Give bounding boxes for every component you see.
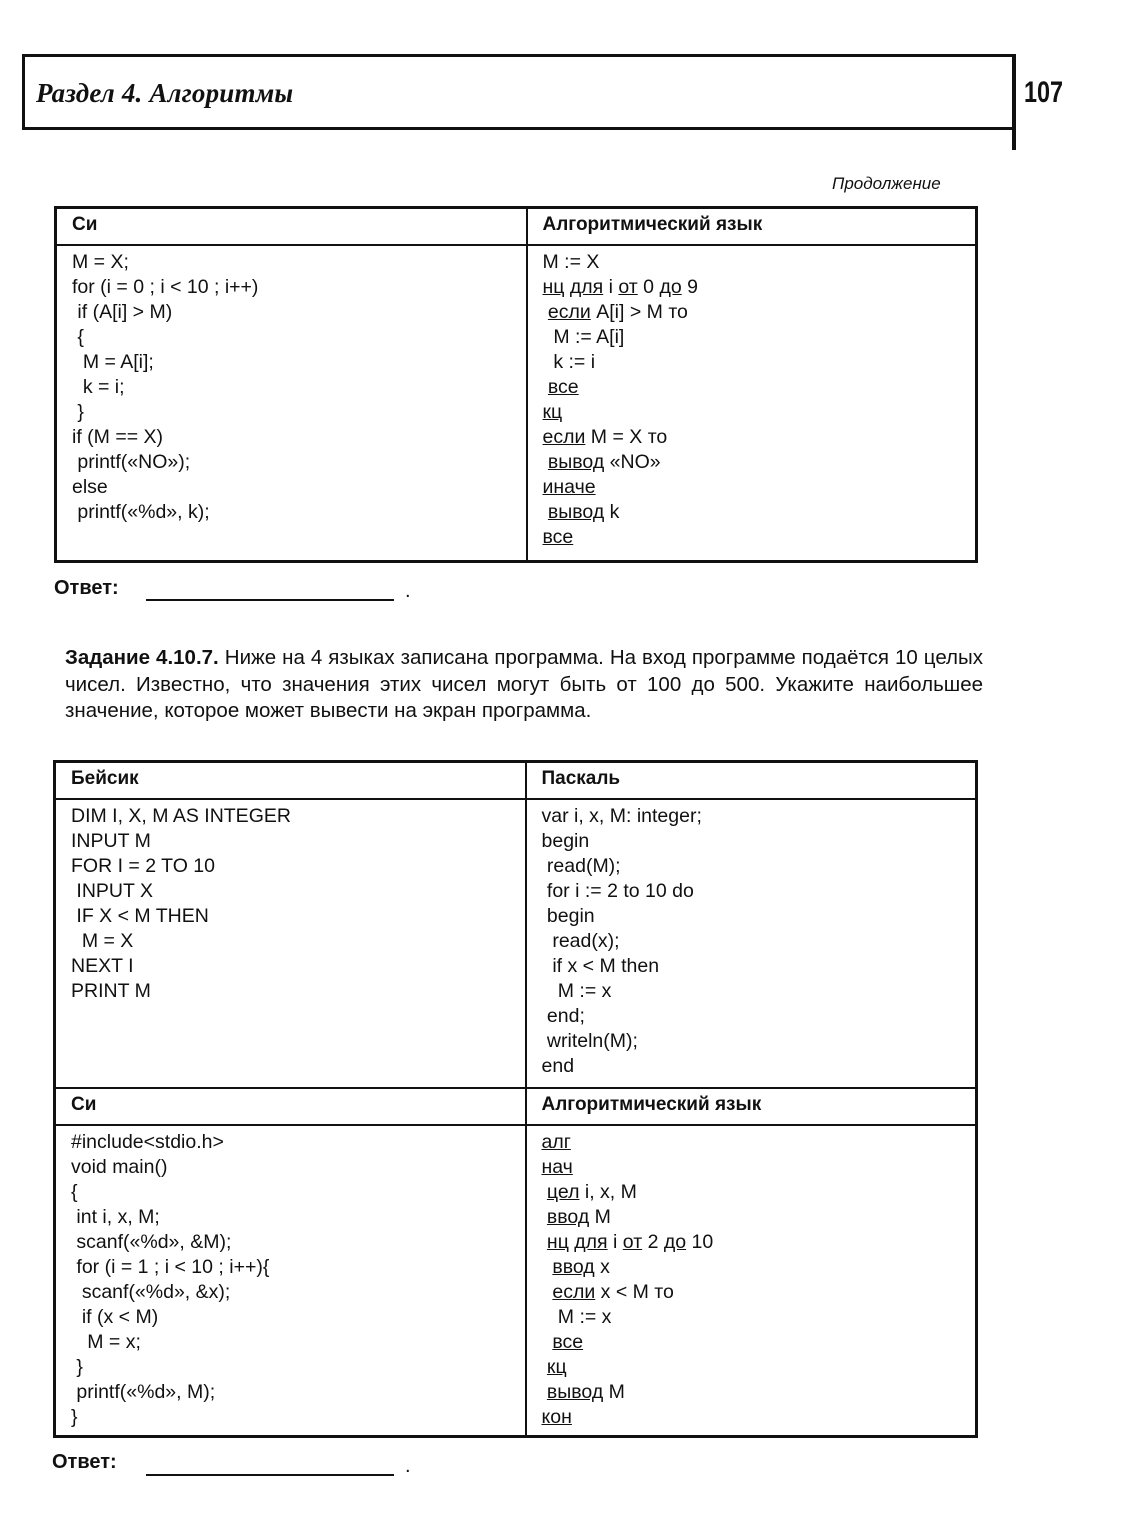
answer-label-2: Ответ: xyxy=(52,1451,117,1473)
code-line: begin xyxy=(541,905,595,927)
code-line: } xyxy=(71,1356,83,1378)
code-line: for i := 2 to 10 do xyxy=(541,880,694,902)
code-line: read(x); xyxy=(541,930,620,952)
code-line: end; xyxy=(541,1005,585,1027)
code-line: k := i xyxy=(553,351,596,373)
answer-field-2[interactable] xyxy=(146,1474,394,1476)
c-code-cell-1 xyxy=(56,245,527,562)
algo-header-1: Алгоритмический язык xyxy=(527,208,977,246)
code-line: нц для i от 0 до 9 xyxy=(542,276,698,298)
code-line: ввод x xyxy=(552,1256,610,1278)
continuation-note: Продолжение xyxy=(832,174,941,193)
basic-header: Бейсик xyxy=(55,762,526,800)
algo-header-2: Алгоритмический язык xyxy=(526,1088,977,1125)
pascal-code-cell xyxy=(526,799,977,1088)
c-header-2: Си xyxy=(55,1088,526,1125)
code-line: var i, x, M: integer; xyxy=(541,805,702,827)
code-table-2 xyxy=(53,760,978,1438)
page-number: 107 xyxy=(1024,76,1064,109)
code-line: M := A[i] xyxy=(553,326,625,348)
code-line: кц xyxy=(546,1356,567,1378)
c-code-2 xyxy=(71,1130,525,1430)
code-line: else xyxy=(72,476,108,498)
code-line: NEXT I xyxy=(71,955,134,977)
c-header-1: Си xyxy=(56,208,527,246)
answer-field-1[interactable] xyxy=(146,599,394,601)
code-line: writeln(M); xyxy=(541,1030,638,1052)
basic-code xyxy=(71,804,525,1004)
code-line: if x < M then xyxy=(541,955,660,977)
pascal-code xyxy=(542,804,976,1079)
algo-code-1 xyxy=(543,250,976,550)
answer-label-1: Ответ: xyxy=(54,577,119,599)
code-line: scanf(«%d», &x); xyxy=(71,1281,231,1303)
code-line: M := X xyxy=(542,251,600,273)
code-line: все xyxy=(542,526,574,548)
code-line: int i, x, M; xyxy=(71,1206,160,1228)
code-line: void main() xyxy=(71,1156,168,1178)
code-line: if (x < M) xyxy=(71,1306,159,1328)
code-line: вывод k xyxy=(547,501,620,523)
c-code-cell-2 xyxy=(55,1125,526,1437)
code-line: все xyxy=(552,1331,584,1353)
code-line: printf(«%d», k); xyxy=(72,501,210,523)
code-line: все xyxy=(547,376,579,398)
code-line: k = i; xyxy=(72,376,125,398)
code-line: } xyxy=(72,401,84,423)
algo-code-cell-2 xyxy=(526,1125,977,1437)
code-line: for (i = 0 ; i < 10 ; i++) xyxy=(72,276,259,298)
algo-code-cell-1 xyxy=(527,245,977,562)
code-line: если M = X то xyxy=(542,426,668,448)
code-line: если x < M то xyxy=(552,1281,674,1303)
code-line: нц для i от 2 до 10 xyxy=(546,1231,714,1253)
code-line: кц xyxy=(542,401,563,423)
section-title: Раздел 4. Алгоритмы xyxy=(36,78,294,108)
code-line: { xyxy=(71,1181,78,1203)
code-line: { xyxy=(72,326,84,348)
code-line: DIM I, X, M AS INTEGER xyxy=(71,805,291,827)
code-line: вывод «NO» xyxy=(547,451,661,473)
task-label: Задание 4.10.7. xyxy=(65,646,219,669)
task-body: Ниже на 4 языках записана программа. На вход программе подаётся 10 целых чисел. Известно, что значения этих чисел могут быть от 100 до 500. Укажите наибольшее значение, которое может вывести на экран программа. xyxy=(65,646,983,722)
code-line: INPUT X xyxy=(71,880,153,902)
pascal-header: Паскаль xyxy=(526,762,977,800)
code-line: PRINT M xyxy=(71,980,151,1002)
code-line: read(M); xyxy=(541,855,621,877)
code-line: for (i = 1 ; i < 10 ; i++){ xyxy=(71,1256,270,1278)
code-line: printf(«NO»); xyxy=(72,451,191,473)
header-rule xyxy=(1012,54,1016,150)
code-table-1 xyxy=(54,206,978,563)
task-statement xyxy=(65,645,983,725)
code-line: алг xyxy=(541,1131,571,1153)
code-line: кон xyxy=(541,1406,572,1428)
code-line: FOR I = 2 TO 10 xyxy=(71,855,215,877)
code-line: M := x xyxy=(541,980,612,1002)
algo-code-2 xyxy=(542,1130,976,1430)
code-line: scanf(«%d», &M); xyxy=(71,1231,232,1253)
code-line: if (M == X) xyxy=(72,426,164,448)
code-line: нач xyxy=(541,1156,573,1178)
code-line: begin xyxy=(541,830,590,852)
code-line: вывод M xyxy=(546,1381,625,1403)
code-line: цел i, x, M xyxy=(546,1181,637,1203)
code-line: if (A[i] > M) xyxy=(72,301,173,323)
code-line: end xyxy=(541,1055,575,1077)
code-line: M = X xyxy=(71,930,134,952)
answer-dot-1: . xyxy=(405,580,411,602)
code-line: printf(«%d», M); xyxy=(71,1381,216,1403)
basic-code-cell xyxy=(55,799,526,1088)
answer-dot-2: . xyxy=(405,1455,411,1477)
code-line: M = X; xyxy=(72,251,129,273)
code-line: иначе xyxy=(542,476,596,498)
code-line: M := x xyxy=(557,1306,612,1328)
c-code-1 xyxy=(72,250,526,525)
code-line: M = x; xyxy=(71,1331,141,1353)
code-line: если A[i] > M то xyxy=(547,301,688,323)
code-line: IF X < M THEN xyxy=(71,905,209,927)
code-line: ввод M xyxy=(546,1206,611,1228)
code-line: #include<stdio.h> xyxy=(71,1131,224,1153)
code-line: INPUT M xyxy=(71,830,151,852)
code-line: M = A[i]; xyxy=(72,351,154,373)
code-line: } xyxy=(71,1406,78,1428)
